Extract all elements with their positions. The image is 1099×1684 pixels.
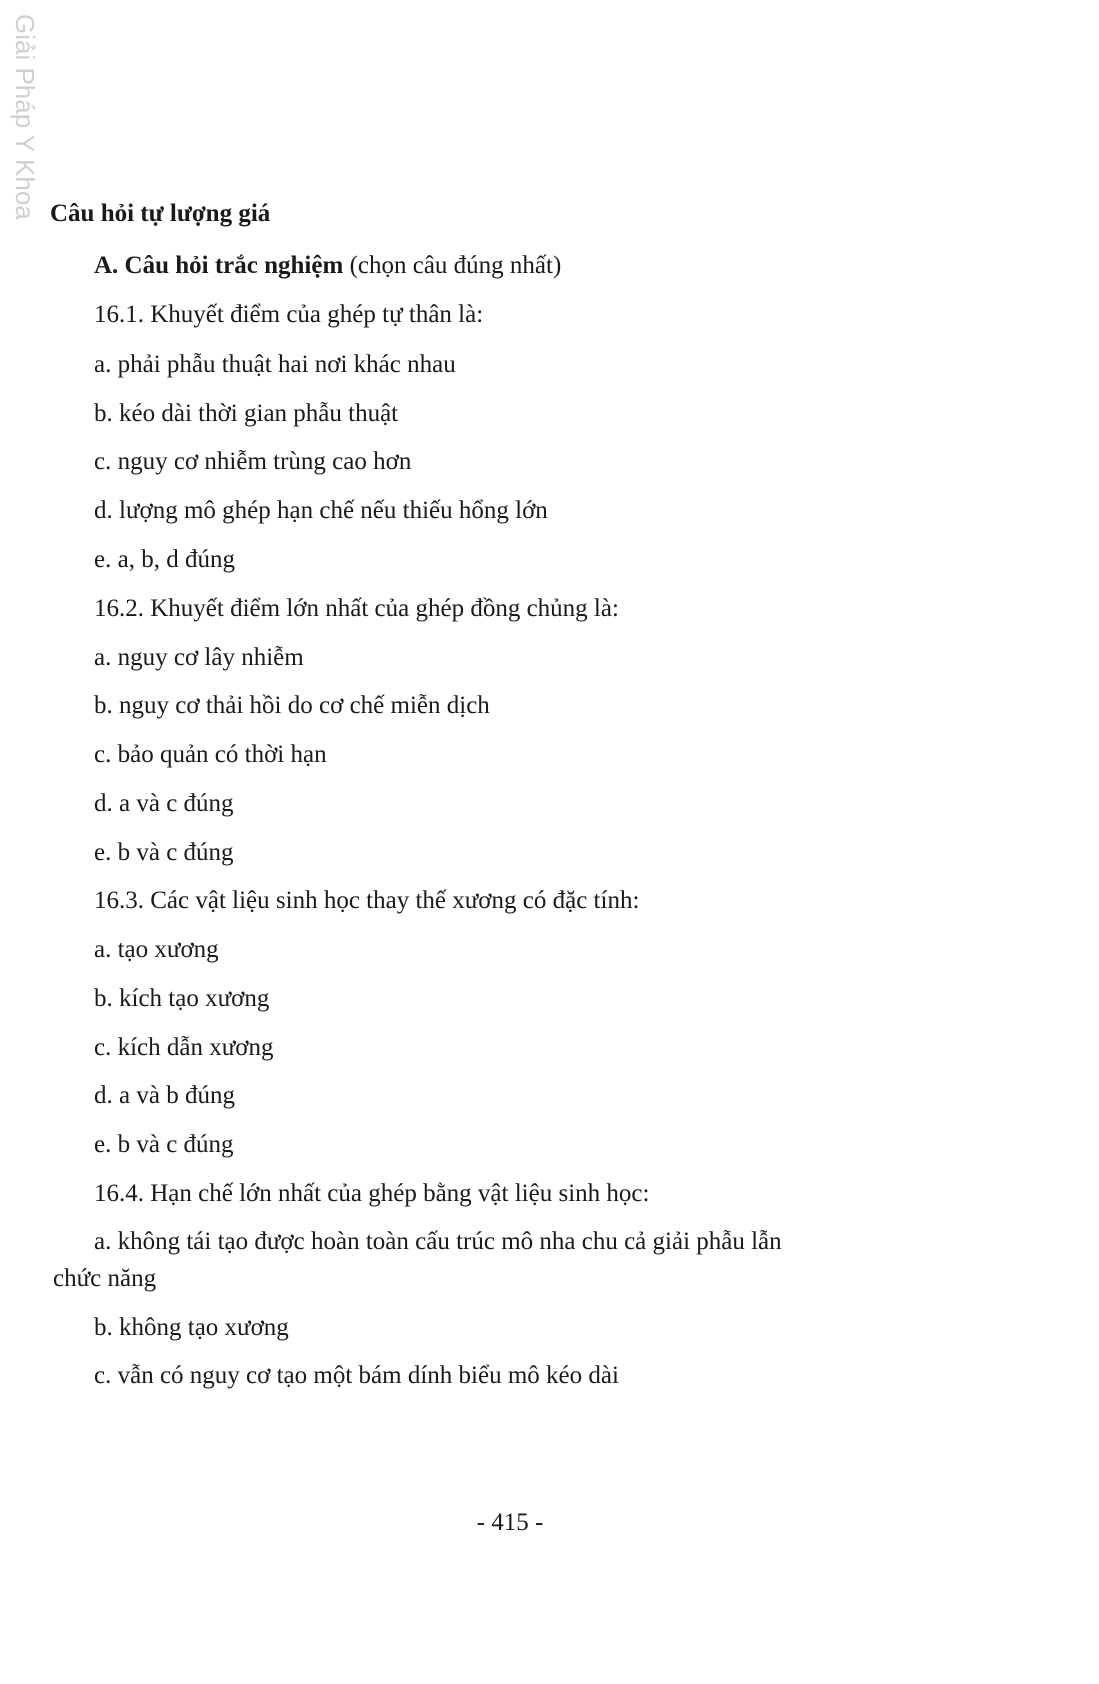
- question-stem: 16.1. Khuyết điểm của ghép tự thân là:: [94, 301, 484, 328]
- answer-option: c. bảo quản có thời hạn: [94, 741, 327, 768]
- question-stem: 16.3. Các vật liệu sinh học thay thế xương có đặc tính:: [94, 887, 640, 914]
- answer-option: a. tạo xương: [94, 936, 219, 963]
- answer-option: b. không tạo xương: [94, 1314, 289, 1341]
- section-note: (chọn câu đúng nhất): [343, 252, 562, 279]
- answer-option: d. a và b đúng: [94, 1082, 235, 1109]
- answer-option: a. không tái tạo được hoàn toàn cấu trúc mô nha chu cả giải phẫu lẫn: [94, 1228, 782, 1255]
- answer-option: b. kéo dài thời gian phẫu thuật: [94, 400, 399, 427]
- question-stem: 16.2. Khuyết điểm lớn nhất của ghép đồng chủng là:: [94, 595, 619, 622]
- answer-option: e. a, b, d đúng: [94, 546, 235, 573]
- section-heading: [94, 251, 561, 281]
- watermark: Giải Pháp Y Khoa: [10, 14, 40, 220]
- heading: Câu hỏi tự lượng giá: [50, 200, 271, 227]
- answer-option: e. b và c đúng: [94, 1131, 234, 1158]
- answer-option: b. kích tạo xương: [94, 985, 270, 1012]
- answer-option: c. vẫn có nguy cơ tạo một bám dính biểu mô kéo dài: [94, 1362, 619, 1389]
- answer-option: b. nguy cơ thải hồi do cơ chế miễn dịch: [94, 692, 490, 719]
- answer-option: d. a và c đúng: [94, 790, 234, 817]
- page-number: - 415 -: [476, 1509, 544, 1536]
- section-label: A. Câu hỏi trắc nghiệm: [94, 252, 344, 279]
- answer-option: c. nguy cơ nhiễm trùng cao hơn: [94, 448, 412, 475]
- question-stem: 16.4. Hạn chế lớn nhất của ghép bằng vật liệu sinh học:: [94, 1180, 650, 1207]
- answer-option: a. nguy cơ lây nhiễm: [94, 644, 304, 671]
- answer-option: d. lượng mô ghép hạn chế nếu thiếu hổng lớn: [94, 497, 548, 524]
- answer-option: a. phải phẫu thuật hai nơi khác nhau: [94, 351, 456, 378]
- answer-option: e. b và c đúng: [94, 839, 234, 866]
- answer-option: c. kích dẫn xương: [94, 1034, 274, 1061]
- answer-option-continuation: chức năng: [53, 1265, 157, 1292]
